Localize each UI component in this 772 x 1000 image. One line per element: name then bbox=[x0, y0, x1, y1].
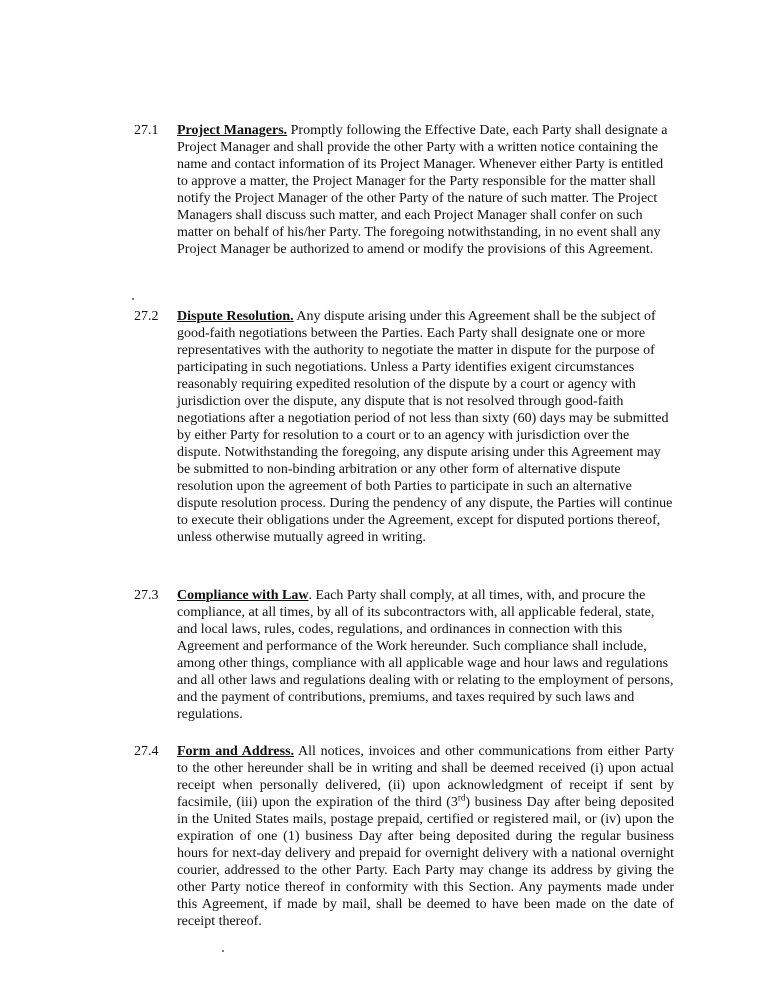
section-text-continued: ) business Day after being deposited in the United States mails, postage prepaid, certified or registered mail, or (iv) upon the expiration of one (1) business Day after being deposited during the regular business hours for next-day delivery and prepaid for overnight delivery with a national overnight courier, addressed to the other Party. Each Party may change its address by giving the other Party notice thereof in conformity with this Section. Any payments made under this Agreement, if made by mail, shall be deemed to have been made on the date of receipt thereof. bbox=[177, 795, 674, 929]
scan-speck bbox=[132, 298, 134, 300]
section-number: 27.2 bbox=[134, 309, 159, 324]
section-number: 27.1 bbox=[134, 123, 159, 138]
section-27-1 bbox=[134, 122, 674, 258]
section-number: 27.3 bbox=[134, 588, 159, 603]
ordinal-superscript: rd bbox=[457, 792, 466, 803]
section-27-4 bbox=[134, 743, 674, 930]
scan-speck bbox=[222, 950, 224, 952]
section-text: Any dispute arising under this Agreement shall be the subject of good-faith negotiations between the Parties. Each Party shall designate one or more representatives with the authority to negotiate the matter in dispute for the purpose of participating in such negotiations. Unless a Party identifies exigent circumstances reasonably requiring expedited resolution of the dispute by a court or agency with jurisdiction over the dispute, any dispute that is not resolved through good-faith negotiations after a negotiation period of not less than sixty (60) days may be submitted by either Party for resolution to a court or to an agency with jurisdiction over the dispute. Notwithstanding the foregoing, any dispute arising under this Agreement may be submitted to non-binding arbitration or any other form of alternative dispute resolution upon the agreement of both Parties to participate in such an alternative dispute resolution process. During the pendency of any dispute, the Parties will continue to execute their obligations under the Agreement, except for disputed portions thereof, unless otherwise mutually agreed in writing. bbox=[177, 309, 673, 545]
section-text: . Each Party shall comply, at all times, with, and procure the compliance, at all times, by all of its subcontractors with, all applicable federal, state, and local laws, rules, codes, regulations, and ordinances in connection with this Agreement and performance of the Work hereunder. Such compliance shall include, among other things, compliance with all applicable wage and hour laws and regulations and all other laws and regulations dealing with or relating to the employment of persons, and the payment of contributions, premiums, and taxes required by such laws and regulations. bbox=[177, 588, 674, 722]
section-text: All notices, invoices and other communications from either Party to the other hereunder shall be in writing and shall be deemed received (i) upon actual receipt when personally delivered, (ii) upon acknowledgment of receipt if sent by facsimile, (iii) upon the expiration of the third (3 bbox=[177, 744, 674, 810]
section-body bbox=[177, 308, 674, 546]
section-heading: Compliance with Law bbox=[177, 588, 309, 603]
section-heading: Project Managers. bbox=[177, 123, 288, 138]
section-body bbox=[177, 122, 674, 258]
section-27-3 bbox=[134, 587, 674, 723]
section-body bbox=[177, 743, 674, 930]
section-text: Promptly following the Effective Date, each Party shall designate a Project Manager and shall provide the other Party with a written notice containing the name and contact information of its Project Manager. Whenever either Party is entitled to approve a matter, the Project Manager for the Party responsible for the matter shall notify the Project Manager of the other Party of the nature of such matter. The Project Managers shall discuss such matter, and each Project Manager shall confer on such matter on behalf of his/her Party. The foregoing notwithstanding, in no event shall any Project Manager be authorized to amend or modify the provisions of this Agreement. bbox=[177, 123, 668, 257]
section-heading: Form and Address. bbox=[177, 744, 295, 759]
section-number: 27.4 bbox=[134, 744, 159, 759]
section-body bbox=[177, 587, 674, 723]
section-heading: Dispute Resolution. bbox=[177, 309, 294, 324]
section-27-2 bbox=[134, 308, 674, 546]
